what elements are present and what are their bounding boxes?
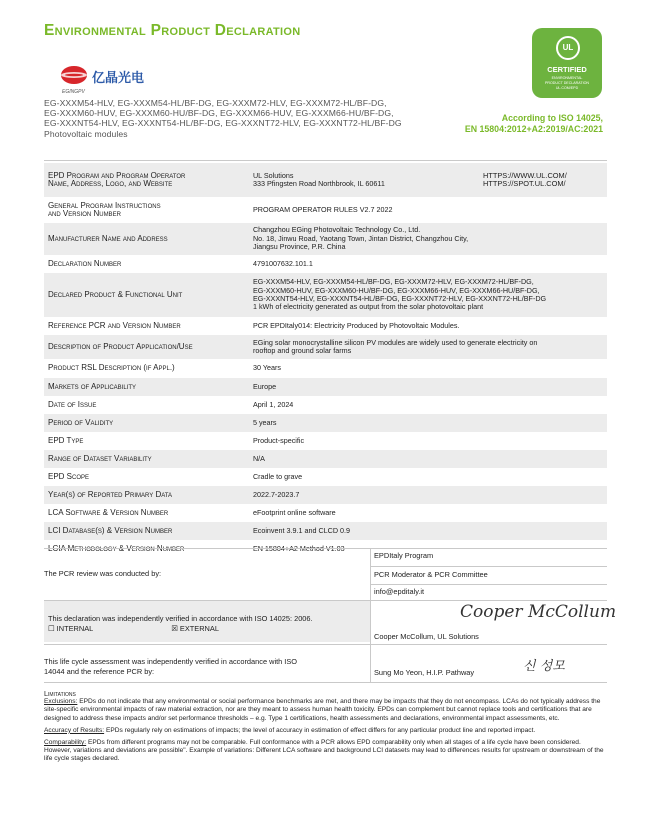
conformity-statement: According to ISO 14025, EN 15804:2012+A2:2019/AC:2021 [464, 113, 603, 134]
table-row: EPD Program and Program Operator Name, Address, Logo, and Website HTTPS://WWW.UL.COM/ HTTPS://SPOT.UL.COM/ UL Solutions 333 Pfingsten Road Northbrook, IL 60611 [44, 163, 607, 197]
pcr-program: EPDItaly Program [370, 549, 607, 567]
signature-cooper: Cooper McCollum [460, 602, 617, 622]
internal-checkbox: ☐ INTERNAL [48, 624, 94, 633]
table-row: Reference PCR and Version Number PCR EPDItaly014: Electricity Produced by Photovoltaic Modules. [48, 320, 460, 330]
pcr-email[interactable]: info@epditaly.it [374, 587, 425, 596]
signature-sung: 신 성모 [523, 659, 565, 674]
table-row: Product RSL Description (if Appl.) 30 Years [48, 363, 281, 373]
lca-verify-text: This life cycle assessment was independently verified in accordance with ISO 14044 and the reference PCR by: [44, 657, 298, 676]
table-row: LCI Database(s) & Version Number Ecoinvent 3.9.1 and CLCD 0.9 [44, 522, 607, 540]
limitations-section [44, 690, 607, 768]
verification-text: This declaration was independently verified in accordance with ISO 14025: 2006. ☐ INTERNAL ☒ EXTERNAL [48, 614, 313, 633]
company-logo-subtext: EGINGPV [62, 89, 85, 95]
table-row: Date of Issue April 1, 2024 [48, 399, 294, 409]
divider [44, 682, 607, 683]
table-row: Declared Product & Functional Unit EG-XXXM54-HLV, EG-XXXM54-HL/BF-DG, EG-XXXM72-HLV, EG-XXXM72-HL/BF-DG, EG-XXXM60-HUV, EG-XXXM60-HU/BF-DG, EG-XXXM66-HUV, EG-XXXM66-HU/BF-DG, EG-XXXNT54-HLV, EG-XXXNT54-HL/BF-DG, EG-XXXNT72-HLV, EG-XXXNT72-HL/BF-DG 1 kWh of electricity generated as output from the solar photovoltaic plant [44, 273, 607, 317]
company-logo-text: 亿晶光电 [92, 70, 145, 85]
page-title: Environmental Product Declaration [44, 22, 301, 39]
table-row: Year(s) of Reported Primary Data 2022.7-2023.7 [44, 486, 607, 504]
table-row: EPD Type Product-specific [48, 435, 305, 445]
table-row: Description of Product Application/Use EGing solar monocrystalline silicon PV modules are widely used to generate electricity on rooftop and ground solar farms [44, 335, 607, 359]
table-row: Declaration Number 4791007632.101.1 [48, 258, 313, 268]
product-type: Photovoltaic modules [44, 128, 128, 139]
product-list [44, 98, 464, 139]
limitations-heading: Limitations [44, 689, 76, 698]
ul-certified-badge [532, 28, 602, 98]
table-row: LCIA Methodology & Version Number EN 15804+A2 Method V1.03 [48, 543, 345, 553]
signer-2-caption: Sung Mo Yeon, H.I.P. Pathway [374, 668, 475, 677]
table-row: EPD Scope Cradle to grave [48, 471, 303, 481]
table-row: Manufacturer Name and Address Changzhou EGing Photovoltaic Technology Co., Ltd. No. 18, Jinwu Road, Yaotang Town, Jintan District, Changzhou City, Jiangsu Province, P.R. China [44, 223, 607, 255]
accuracy-paragraph: Accuracy of Results: EPDs regularly rely on estimations of impacts; the level of accuracy in estimation of effect differs for any particular product line and reported impact. [44, 726, 536, 734]
badge-subtext: ENVIRONMENTAL PRODUCT DECLARATION UL.COM/EPD [545, 76, 589, 90]
product-line: EG-XXXM60-HUV, EG-XXXM60-HU/BF-DG, EG-XXXM66-HUV, EG-XXXM66-HU/BF-DG, [44, 108, 394, 119]
external-checkbox: ☒ EXTERNAL [171, 624, 219, 633]
ul-logo-icon: UL [556, 36, 580, 60]
table-row: LCA Software & Version Number eFootprint online software [48, 507, 336, 517]
badge-certified-text: CERTIFIED [547, 65, 587, 74]
table-row: Range of Dataset Variability N/A [44, 450, 607, 468]
table-row: Period of Validity 5 years [44, 414, 607, 432]
table-row: General Program Instructions and Version Number PROGRAM OPERATOR RULES V2.7 2022 [48, 200, 393, 218]
epd-info-table [44, 163, 607, 558]
divider [44, 160, 607, 161]
comparability-paragraph: Comparability: EPDs from different programs may not be comparable. Full conformance with a PCR allows EPD comparability only when all stages of a life cycle have been considered. However, variations and deviations are possible". Example of variations: Different LCA software and background LCI datasets may lead to differences results for upstream or downstream of the life cycle stages declared. [44, 739, 604, 763]
signer-1-caption: Cooper McCollum, UL Solutions [374, 632, 479, 641]
url-link[interactable]: HTTPS://WWW.UL.COM/ [483, 170, 567, 180]
product-line: EG-XXXM54-HLV, EG-XXXM54-HL/BF-DG, EG-XXXM72-HLV, EG-XXXM72-HL/BF-DG, [44, 98, 387, 108]
exclusions-paragraph: Exclusions: EPDs do not indicate that any environmental or social performance benchmarks are met, and there may be impacts that they do not encompass. LCAs do not typically address the site-specific environmental impacts of raw material extraction, nor are they meant to assess human health toxicity. EPDs can complement but cannot replace tools and certifications that are designed to address these impacts and/or set performance thresholds – e.g. Type 1 certifications, health assessments and declarations, environmental impact assessments, etc. [44, 698, 601, 722]
pcr-committee: PCR Moderator & PCR Committee [370, 567, 607, 585]
product-line: EG-XXXNT54-HLV, EG-XXXNT54-HL/BF-DG, EG-XXXNT72-HLV, EG-XXXNT72-HL/BF-DG [44, 118, 402, 129]
table-row: Markets of Applicability Europe [44, 378, 607, 396]
divider [44, 600, 607, 601]
pcr-review-text: The PCR review was conducted by: [44, 569, 162, 578]
divider [44, 644, 607, 645]
url-link[interactable]: HTTPS://SPOT.UL.COM/ [483, 179, 566, 188]
